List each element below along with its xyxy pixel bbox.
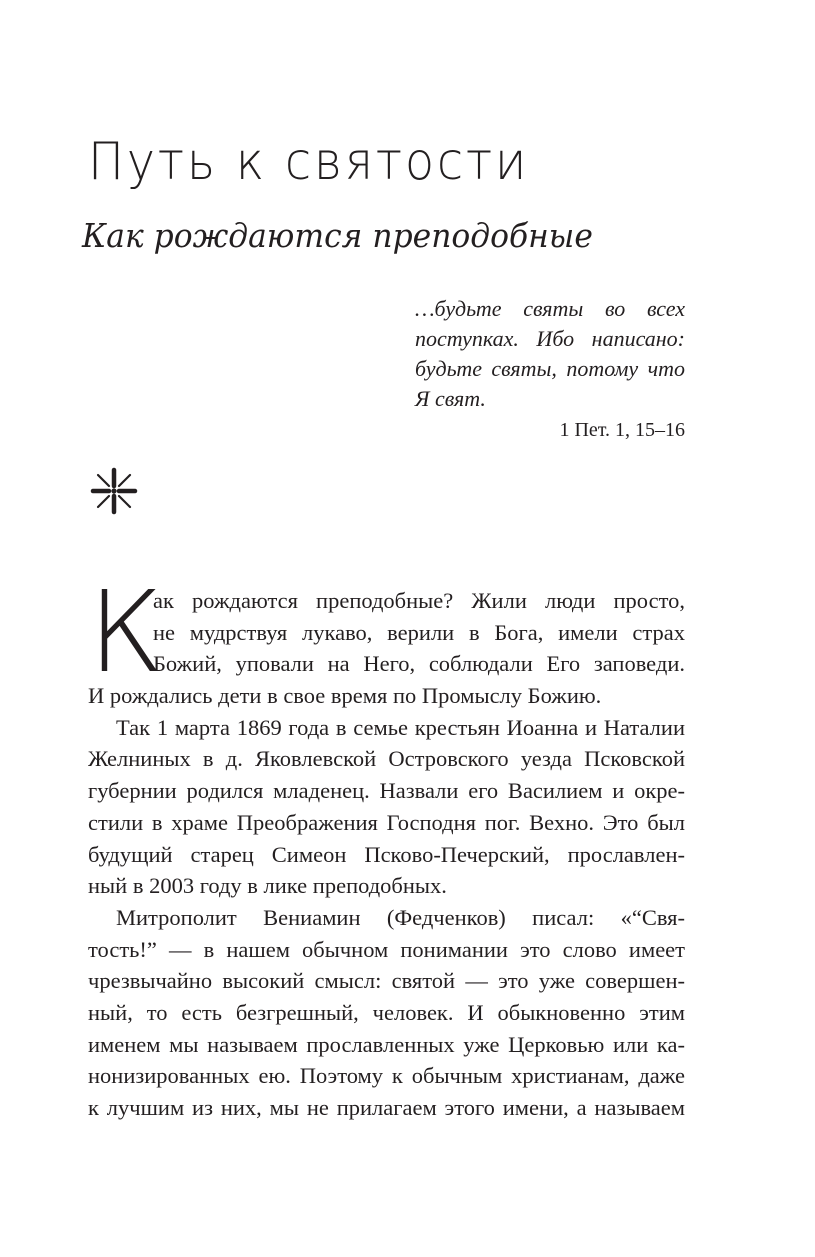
text-line: чрезвычайно высокий смысл: святой — это уже совершен- bbox=[88, 968, 685, 994]
text-line: Желниных в д. Яковлевской Островского уезда Псковской bbox=[88, 746, 685, 772]
text-line: нонизированных ею. Поэтому к обычным христианам, даже bbox=[88, 1063, 685, 1089]
text-line: именем мы называем прославленных уже Церковью или ка- bbox=[88, 1031, 685, 1057]
text-line: Митрополит Вениамин (Федченков) писал: «“Свя- bbox=[116, 904, 685, 930]
epigraph-line: будьте святы, потому что bbox=[415, 356, 685, 381]
text-line: Так 1 марта 1869 года в семье крестьян Иоанна и Наталии bbox=[116, 714, 685, 740]
text-line: ный, то есть безгрешный, человек. И обыкновенно этим bbox=[88, 999, 685, 1025]
epigraph bbox=[415, 294, 685, 444]
epigraph-line: поступках. Ибо написано: bbox=[415, 326, 685, 351]
text-line: к лучшим из них, мы не прилагаем этого имени, а называем bbox=[88, 1095, 685, 1120]
text-line: губернии родился младенец. Назвали его Василием и окре- bbox=[88, 778, 685, 804]
body-text bbox=[88, 568, 685, 1124]
text-line: И рождались дети в свое время по Промыслу Божию. bbox=[88, 683, 602, 709]
paragraph bbox=[88, 712, 685, 902]
chapter-subtitle: Как рождаются преподобные bbox=[82, 216, 593, 255]
asterisk-star-ornament-icon bbox=[90, 467, 138, 515]
epigraph-line: …будьте святы во всех bbox=[415, 296, 685, 321]
paragraph bbox=[88, 568, 685, 712]
text-line: ак рождаются преподобные? Жили люди просто, bbox=[153, 588, 685, 613]
text-line: стили в храме Преображения Господня пог. Вехно. Это был bbox=[88, 809, 685, 835]
text-line: Божий, уповали на Него, соблюдали Его заповеди. bbox=[153, 651, 685, 677]
text-line: не мудрствуя лукаво, верили в Бога, имели страх bbox=[153, 619, 685, 645]
text-line: будущий старец Симеон Псково-Печерский, прославлен- bbox=[88, 841, 685, 867]
text-line: ный в 2003 году в лике преподобных. bbox=[88, 873, 447, 899]
chapter-title: Путь к святости bbox=[88, 132, 530, 192]
drop-cap: К bbox=[88, 568, 164, 698]
text-line: тость!” — в нашем обычном понимании это слово имеет bbox=[88, 936, 685, 962]
epigraph-source: 1 Пет. 1, 15–16 bbox=[559, 419, 685, 441]
paragraph bbox=[88, 902, 685, 1124]
epigraph-line: Я свят. bbox=[415, 386, 486, 411]
